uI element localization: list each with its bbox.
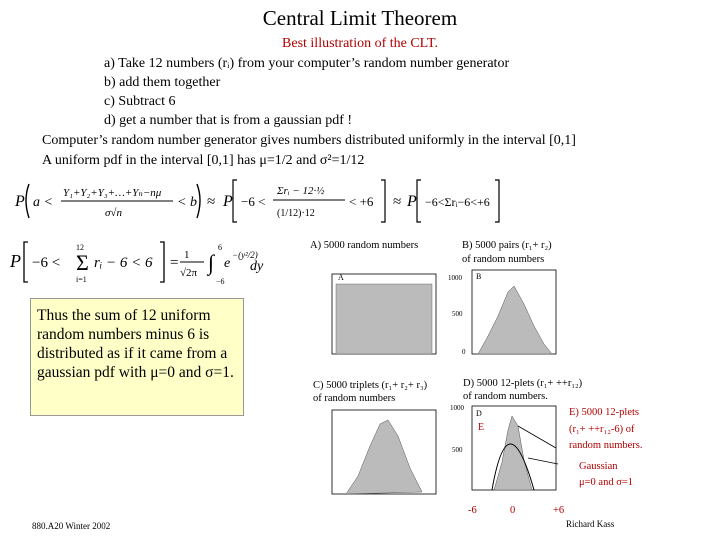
panel-b-histogram — [448, 266, 560, 366]
gaussian-label: Gaussian — [579, 461, 618, 472]
svg-text:√2π: √2π — [180, 267, 198, 279]
panel-e-letter: E — [478, 422, 485, 433]
axis-e-minus6: -6 — [468, 505, 477, 516]
footer-course: 880.A20 Winter 2002 — [32, 521, 111, 531]
panel-d-tick-1000: 1000 — [450, 404, 464, 412]
svg-text:P: P — [15, 193, 25, 210]
panel-a-letter: A — [338, 273, 344, 282]
panel-b-caption-2: of random numbers — [462, 254, 545, 265]
uniform-moments: A uniform pdf in the interval [0,1] has μ=1/2 and σ²=1/12 — [42, 153, 365, 168]
svg-text:−6: −6 — [216, 277, 225, 286]
svg-text:i=1: i=1 — [76, 275, 87, 284]
panel-e-caption-1: E) 5000 12-plets — [569, 407, 639, 418]
svg-text:Y₁+Y₂+Y₃+…+Yₙ−nμ: Y₁+Y₂+Y₃+…+Yₙ−nμ — [63, 187, 162, 199]
svg-text:P: P — [407, 193, 417, 210]
svg-text:−6<Σrᵢ−6<+6: −6<Σrᵢ−6<+6 — [425, 195, 490, 209]
svg-text:dy: dy — [250, 259, 264, 274]
svg-text:P: P — [223, 193, 233, 210]
panel-d-caption-2: of random numbers. — [463, 391, 548, 402]
panel-a-histogram — [318, 264, 446, 364]
svg-text:=: = — [170, 255, 179, 271]
svg-text:Σ: Σ — [76, 250, 89, 275]
svg-text:(1/12)·12: (1/12)·12 — [277, 208, 315, 219]
svg-text:−6 <: −6 < — [32, 255, 61, 271]
svg-text:a <: a < — [33, 195, 53, 210]
conclusion-box: Thus the sum of 12 uniform random numbers minus 6 is distributed as if it came from a gaussian pdf with μ=0 and σ=1. — [30, 298, 244, 416]
svg-text:rᵢ − 6 < 6: rᵢ − 6 < 6 — [94, 255, 153, 271]
gaussian-params: μ=0 and σ=1 — [579, 477, 634, 488]
svg-text:e: e — [224, 256, 231, 271]
svg-text:≈: ≈ — [207, 194, 216, 210]
panel-b-tick-500: 500 — [452, 310, 463, 318]
gaussian-integral-image — [10, 236, 280, 286]
panel-c-histogram — [318, 406, 446, 504]
panel-e-caption-3: random numbers. — [569, 440, 643, 451]
panel-b-caption-1: B) 5000 pairs (r₁+ r₂) — [462, 240, 552, 251]
subtitle: Best illustration of the CLT. — [282, 36, 438, 51]
svg-text:−(y²/2): −(y²/2) — [232, 250, 258, 260]
axis-e-zero: 0 — [510, 505, 516, 516]
panel-c-caption-1: C) 5000 triplets (r₁+ r₂+ r₃) — [313, 380, 428, 391]
svg-text:12: 12 — [76, 243, 84, 252]
panel-a-caption: A) 5000 random numbers — [310, 240, 419, 251]
uniform-statement: Computer’s random number generator gives numbers distributed uniformly in the interval [0,1] — [42, 133, 576, 148]
panel-e-caption-2: (r₁+ ++r₁₂-6) of — [569, 424, 635, 435]
step-c: c) Subtract 6 — [104, 94, 176, 109]
svg-text:< +6: < +6 — [349, 194, 374, 209]
panel-d-histogram — [448, 402, 560, 502]
step-b: b) add them together — [104, 75, 221, 90]
panel-d-letter: D — [476, 409, 482, 418]
clt-formula-image — [15, 174, 500, 226]
page-title: Central Limit Theorem — [262, 6, 458, 30]
step-a: a) Take 12 numbers (rᵢ) from your computer’s random number generator — [104, 56, 510, 71]
panel-d-caption-1: D) 5000 12-plets (r₁+ ++r₁₂) — [463, 378, 583, 389]
svg-text:1: 1 — [184, 249, 190, 261]
panel-b-letter: B — [476, 272, 482, 281]
panel-b-tick-1000: 1000 — [448, 274, 462, 282]
svg-text:6: 6 — [218, 243, 222, 252]
footer-author: Richard Kass — [566, 519, 615, 529]
panel-b-tick-0: 0 — [462, 348, 466, 356]
svg-text:∫: ∫ — [208, 250, 215, 275]
svg-text:P: P — [10, 251, 21, 271]
svg-text:≈: ≈ — [393, 194, 402, 210]
panel-d-tick-500: 500 — [452, 446, 463, 454]
svg-text:Σrᵢ − 12·½: Σrᵢ − 12·½ — [277, 185, 325, 197]
svg-text:σ√n: σ√n — [105, 207, 122, 219]
svg-text:< b: < b — [177, 195, 197, 210]
panel-c-caption-2: of random numbers — [313, 393, 396, 404]
step-d: d) get a number that is from a gaussian pdf ! — [104, 113, 353, 128]
svg-text:−6 <: −6 < — [241, 194, 266, 209]
axis-e-plus6: +6 — [553, 505, 565, 516]
